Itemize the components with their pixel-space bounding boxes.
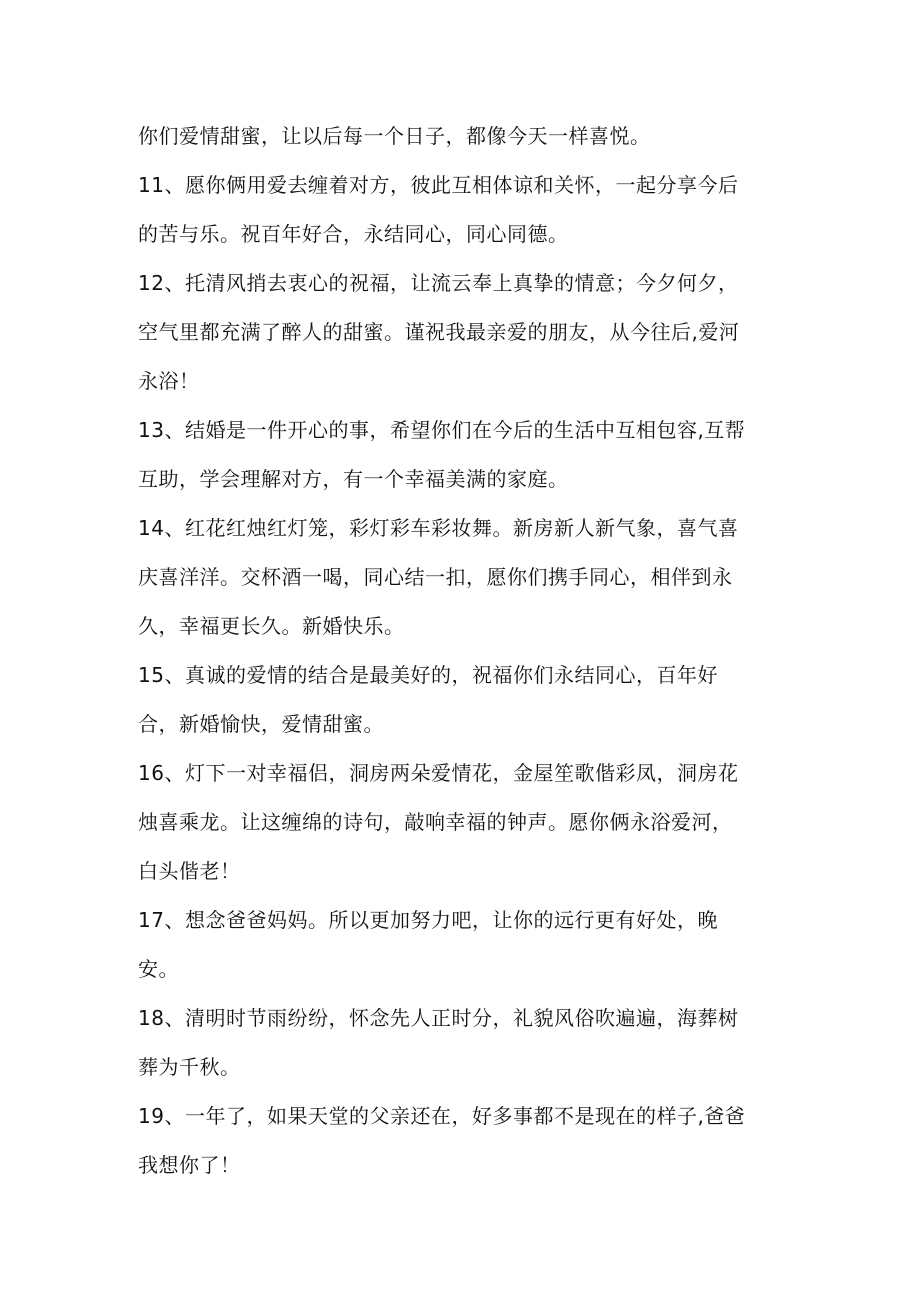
text-line: 葬为千秋。	[138, 1055, 241, 1079]
text-line: 13、结婚是一件开心的事，希望你们在今后的生活中互相包容,互帮	[138, 418, 746, 442]
text-line: 的苦与乐。祝百年好合，永结同心，同心同德。	[138, 222, 569, 246]
text-line: 久，幸福更长久。新婚快乐。	[138, 614, 405, 638]
text-line: 16、灯下一对幸福侣，洞房两朵爱情花，金屋笙歌偕彩凤，洞房花	[138, 761, 739, 785]
text-line: 你们爱情甜蜜，让以后每一个日子，都像今天一样喜悦。	[138, 124, 651, 148]
text-body	[138, 112, 788, 1190]
text-line: 合，新婚愉快，爱情甜蜜。	[138, 712, 384, 736]
text-line: 永浴！	[138, 369, 200, 393]
text-line: 19、一年了，如果天堂的父亲还在，好多事都不是现在的样子,爸爸	[138, 1104, 746, 1128]
text-line: 14、红花红烛红灯笼，彩灯彩车彩妆舞。新房新人新气象，喜气喜	[138, 516, 739, 540]
text-line: 我想你了！	[138, 1153, 241, 1177]
text-line: 空气里都充满了醉人的甜蜜。谨祝我最亲爱的朋友，从今往后,爱河	[138, 320, 740, 344]
text-line: 互助，学会理解对方，有一个幸福美满的家庭。	[138, 467, 569, 491]
text-line: 烛喜乘龙。让这缠绵的诗句，敲响幸福的钟声。愿你俩永浴爱河，	[138, 810, 733, 834]
text-line: 12、托清风捎去衷心的祝福，让流云奉上真挚的情意；今夕何夕，	[138, 271, 739, 295]
text-line: 安。	[138, 957, 179, 981]
text-line: 11、愿你俩用爱去缠着对方，彼此互相体谅和关怀，一起分享今后	[138, 173, 739, 197]
text-line: 庆喜洋洋。交杯酒一喝，同心结一扣，愿你们携手同心，相伴到永	[138, 565, 733, 589]
text-line: 白头偕老！	[138, 859, 241, 883]
text-line: 18、清明时节雨纷纷，怀念先人正时分，礼貌风俗吹遍遍，海葬树	[138, 1006, 739, 1030]
text-line: 15、真诚的爱情的结合是最美好的，祝福你们永结同心，百年好	[138, 663, 718, 687]
text-line: 17、想念爸爸妈妈。所以更加努力吧，让你的远行更有好处，晚	[138, 908, 718, 932]
